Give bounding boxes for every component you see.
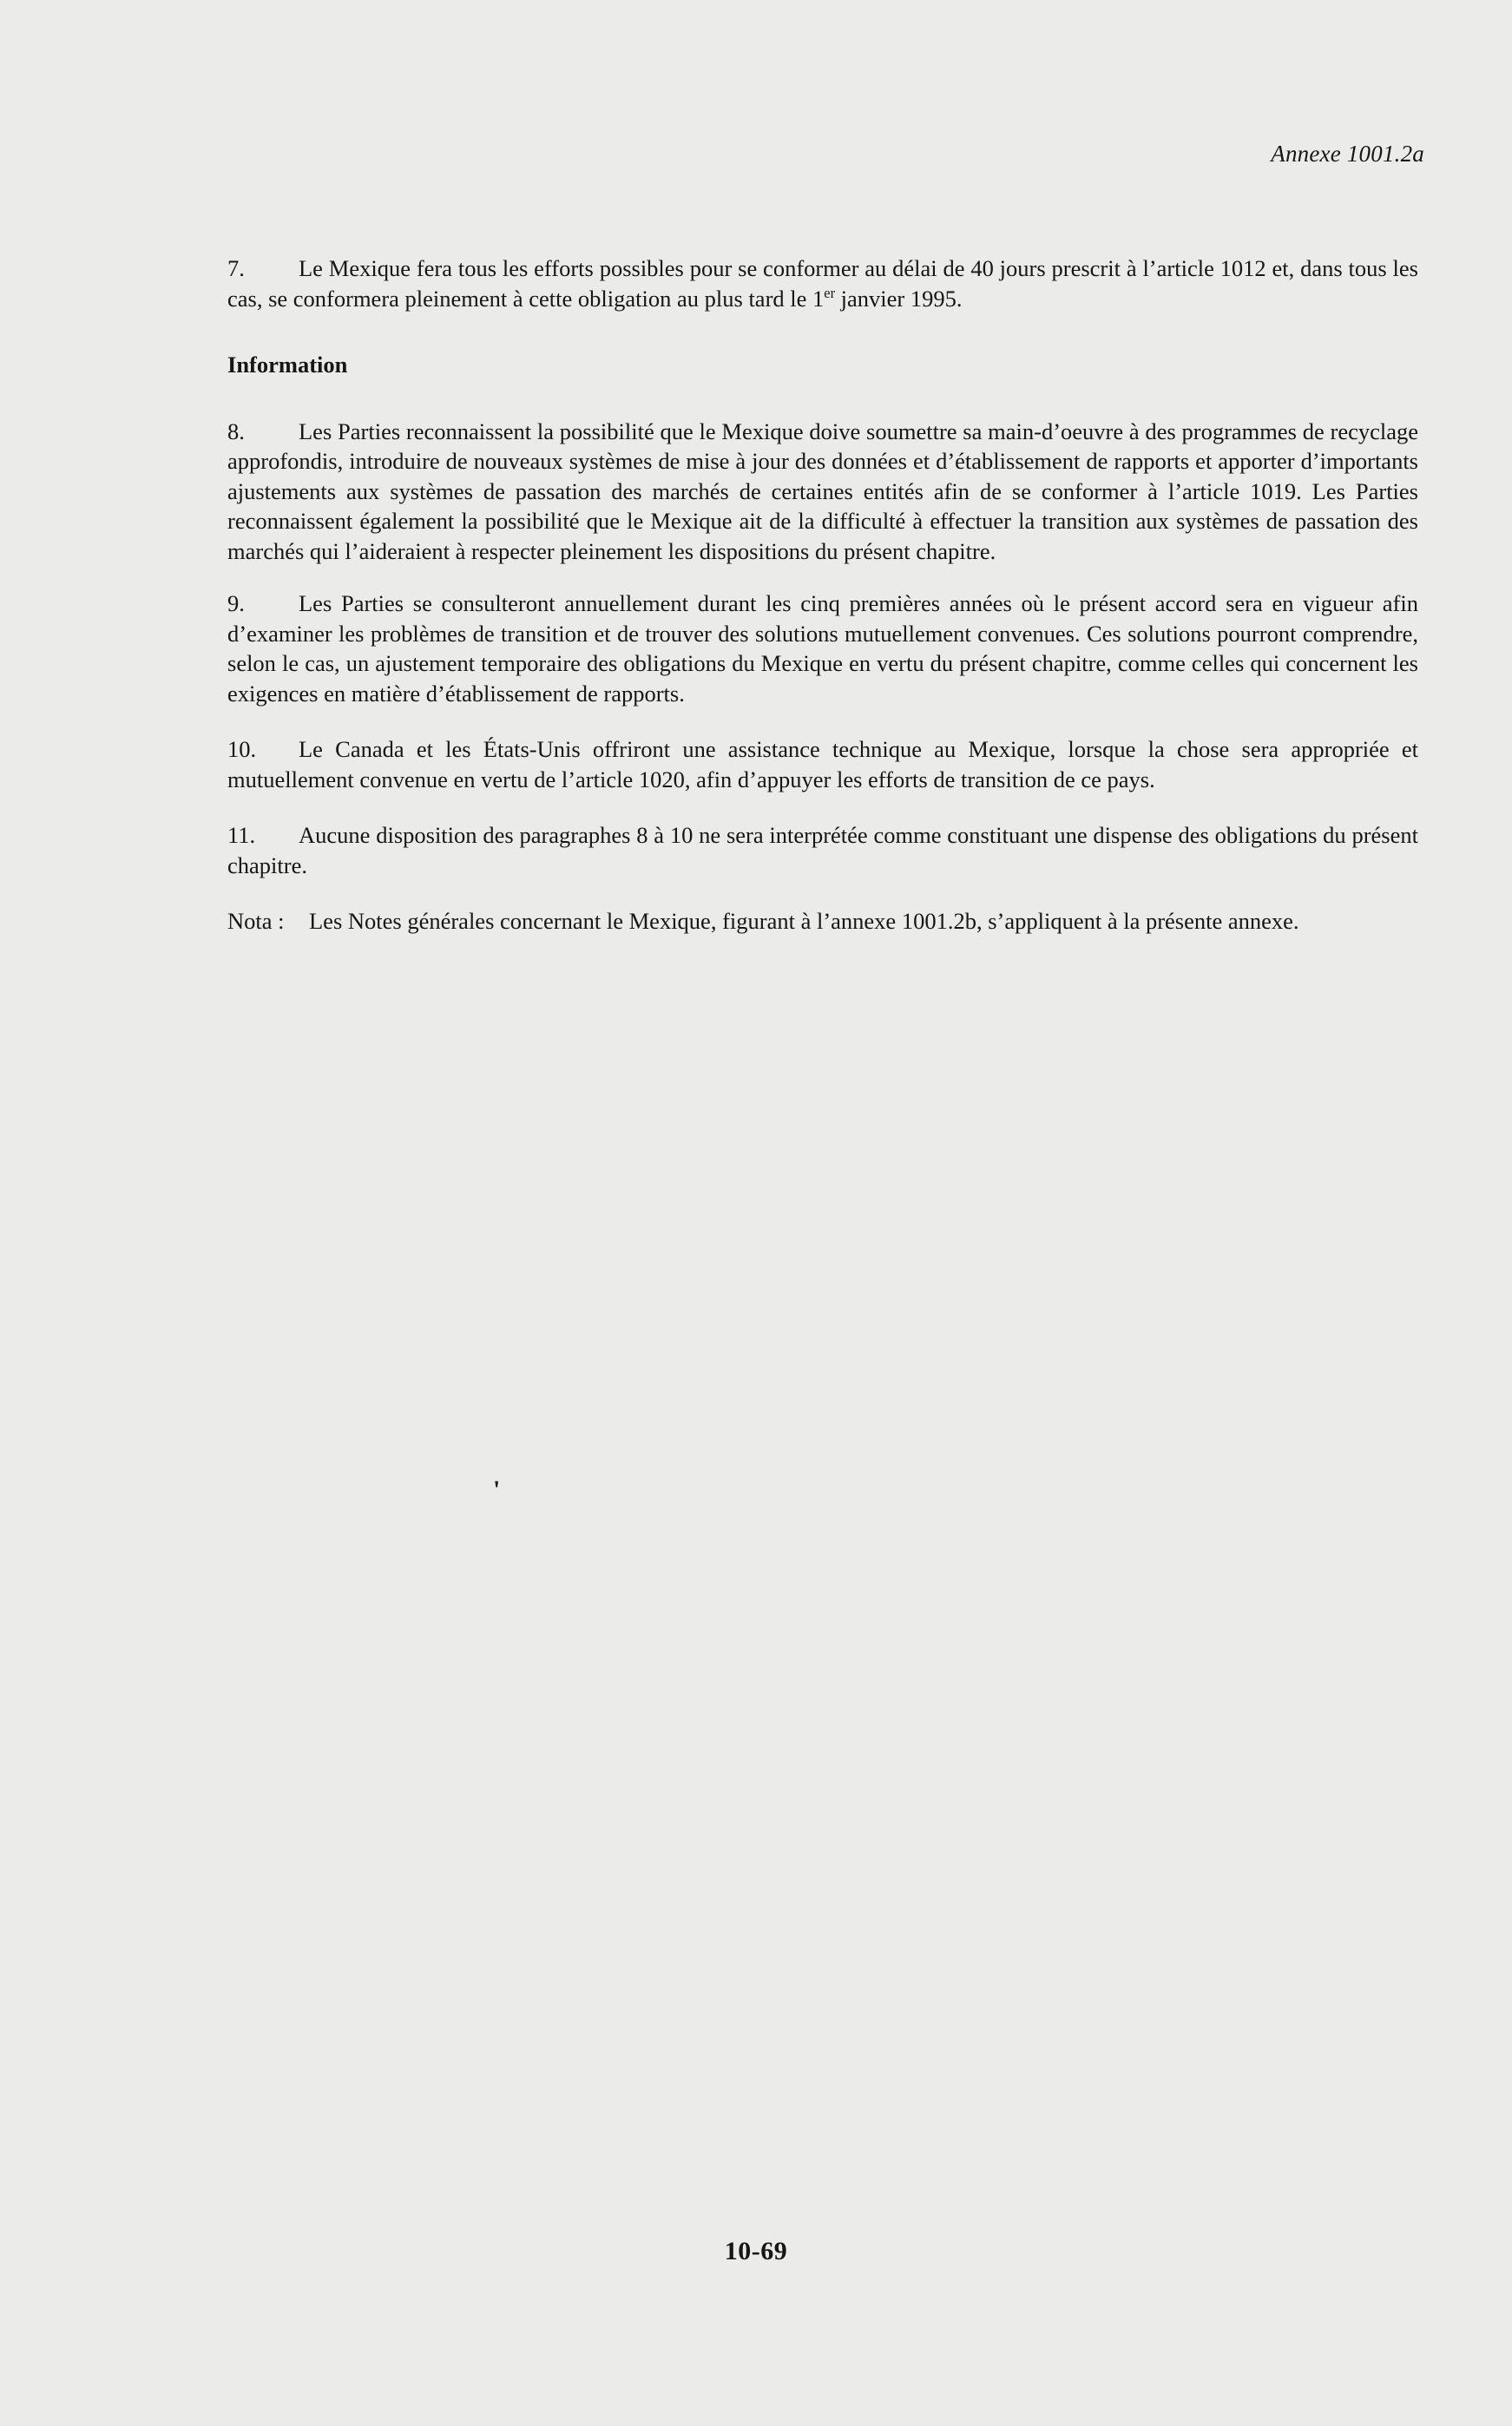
section-heading: Information bbox=[227, 352, 348, 378]
stray-mark: ' bbox=[493, 1476, 501, 1504]
superscript: er bbox=[824, 284, 836, 301]
paragraph-text: Les Parties se consulteront annuellement durant les cinq premières années où le présent accord sera en vigueur afin d’examiner les problèmes de transition et de trouver des solutions mutuellement convenues. Ces solutions pourront comprendre, selon le cas, un ajustement temporaire des obligations du Mexique en vertu du présent chapitre, comme celles qui concernent les exigences en matière d’établissement de rapports. bbox=[227, 590, 1418, 707]
paragraph-text: Les Parties reconnaissent la possibilité que le Mexique doive soumettre sa main-d’oeuvre à des programmes de recyclage approfondis, introduire de nouveaux systèmes de mise à jour des données et d’établissement de rapports et apporter d’importants ajustements aux systèmes de passation des marchés de certaines entités afin de se conformer à l’article 1019. Les Parties reconnaissent également la possibilité que le Mexique ait de la difficulté à effectuer la transition aux systèmes de passation des marchés qui l’aideraient à respecter pleinement les dispositions du présent chapitre. bbox=[227, 417, 1418, 564]
paragraph-11 bbox=[227, 820, 1418, 880]
paragraph-7 bbox=[227, 253, 1418, 313]
paragraph-8 bbox=[227, 417, 1418, 567]
paragraph-10 bbox=[227, 734, 1418, 794]
document-body bbox=[227, 253, 1418, 937]
paragraph-text: Aucune disposition des paragraphes 8 à 10 ne sera interprétée comme constituant une dispense des obligations du présent chapitre. bbox=[227, 822, 1418, 878]
paragraph-number: 8. bbox=[227, 417, 245, 444]
nota-text: Les Notes générales concernant le Mexique, figurant à l’annexe 1001.2b, s’appliquent à la présente annexe. bbox=[309, 908, 1299, 934]
paragraph-text-end: janvier 1995. bbox=[835, 285, 963, 312]
annex-reference: Annexe 1001.2a bbox=[1271, 141, 1424, 167]
page-number: 10-69 bbox=[724, 2237, 788, 2265]
paragraph-number: 9. bbox=[227, 590, 245, 616]
paragraph-9 bbox=[227, 588, 1418, 708]
nota-label: Nota : bbox=[227, 908, 285, 934]
paragraph-text: Le Mexique fera tous les efforts possibles pour se conformer au délai de 40 jours prescrit à l’article 1012 et, dans tous les cas, se conformera pleinement à cette obligation au plus tard le 1 bbox=[227, 255, 1418, 312]
paragraph-number: 10. bbox=[227, 736, 257, 762]
paragraph-number: 7. bbox=[227, 255, 245, 281]
paragraph-text: Le Canada et les États-Unis offriront une assistance technique au Mexique, lorsque la chose sera appropriée et mutuellement convenue en vertu de l’article 1020, afin d’appuyer les efforts de transition de ce pays. bbox=[227, 736, 1418, 792]
nota-block bbox=[227, 906, 1418, 937]
paragraph-number: 11. bbox=[227, 822, 256, 848]
bleed-through-text bbox=[130, 130, 304, 164]
